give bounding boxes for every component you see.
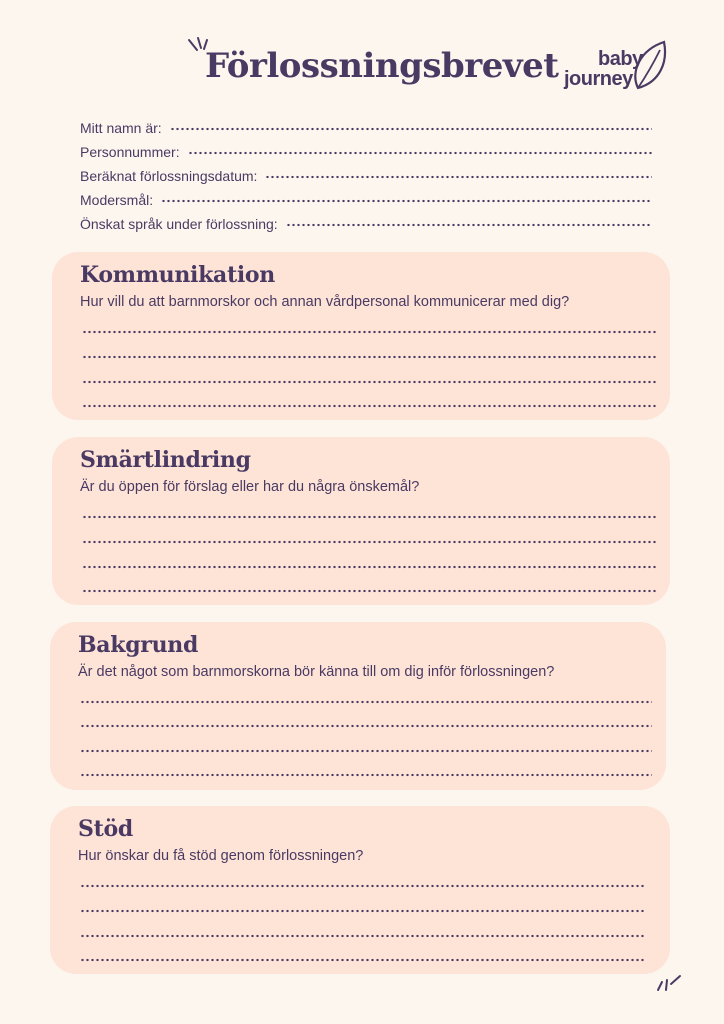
due-date-field[interactable] <box>80 160 652 184</box>
section-title: Bakgrund <box>78 632 199 658</box>
answer-line[interactable] <box>80 722 652 730</box>
section-title: Kommunikation <box>80 262 276 288</box>
personal-info-fields <box>80 112 652 232</box>
answer-line[interactable] <box>82 538 656 546</box>
personal-number-field[interactable] <box>80 136 652 160</box>
section-title: Smärtlindring <box>80 447 251 473</box>
answer-line[interactable] <box>80 882 646 890</box>
dotted-line <box>170 125 652 133</box>
section-question: Hur vill du att barnmorskor och annan vårdpersonal kommunicerar med dig? <box>80 294 570 310</box>
field-label: Beräknat förlossningsdatum: <box>80 168 258 184</box>
answer-line[interactable] <box>80 932 646 940</box>
answer-line[interactable] <box>82 378 656 386</box>
answer-line[interactable] <box>80 698 652 706</box>
field-label: Önskat språk under förlossning: <box>80 216 278 232</box>
answer-line[interactable] <box>80 907 646 915</box>
answer-line[interactable] <box>80 747 652 755</box>
page-title: Förlossningsbrevet <box>205 46 559 86</box>
section-question: Är du öppen för förslag eller har du några önskemål? <box>80 479 420 495</box>
logo-word-baby: baby <box>598 48 643 70</box>
section-bakgrund <box>50 622 666 790</box>
preferred-language-field[interactable] <box>80 208 652 232</box>
section-question: Hur önskar du få stöd genom förlossningen? <box>78 848 364 864</box>
section-smartlindring <box>52 437 670 605</box>
sparkle-icon <box>654 970 684 994</box>
native-language-field[interactable] <box>80 184 652 208</box>
section-kommunikation <box>52 252 670 420</box>
brand-logo <box>560 36 672 100</box>
answer-line[interactable] <box>82 402 656 410</box>
section-stod <box>50 806 670 974</box>
answer-line[interactable] <box>82 513 656 521</box>
logo-word-journey: journey <box>564 68 633 90</box>
answer-line[interactable] <box>80 956 646 964</box>
section-question: Är det något som barnmorskorna bör känna till om dig inför förlossningen? <box>78 664 555 680</box>
answer-line[interactable] <box>80 771 652 779</box>
dotted-line <box>188 149 652 157</box>
field-label: Mitt namn är: <box>80 120 162 136</box>
dotted-line <box>286 221 652 229</box>
answer-line[interactable] <box>82 328 656 336</box>
dotted-line <box>161 197 652 205</box>
field-label: Modersmål: <box>80 192 154 208</box>
answer-line[interactable] <box>82 353 656 361</box>
field-label: Personnummer: <box>80 144 180 160</box>
answer-line[interactable] <box>82 563 656 571</box>
answer-line[interactable] <box>82 587 656 595</box>
section-title: Stöd <box>78 816 133 842</box>
name-field[interactable] <box>80 112 652 136</box>
dotted-line <box>265 173 652 181</box>
